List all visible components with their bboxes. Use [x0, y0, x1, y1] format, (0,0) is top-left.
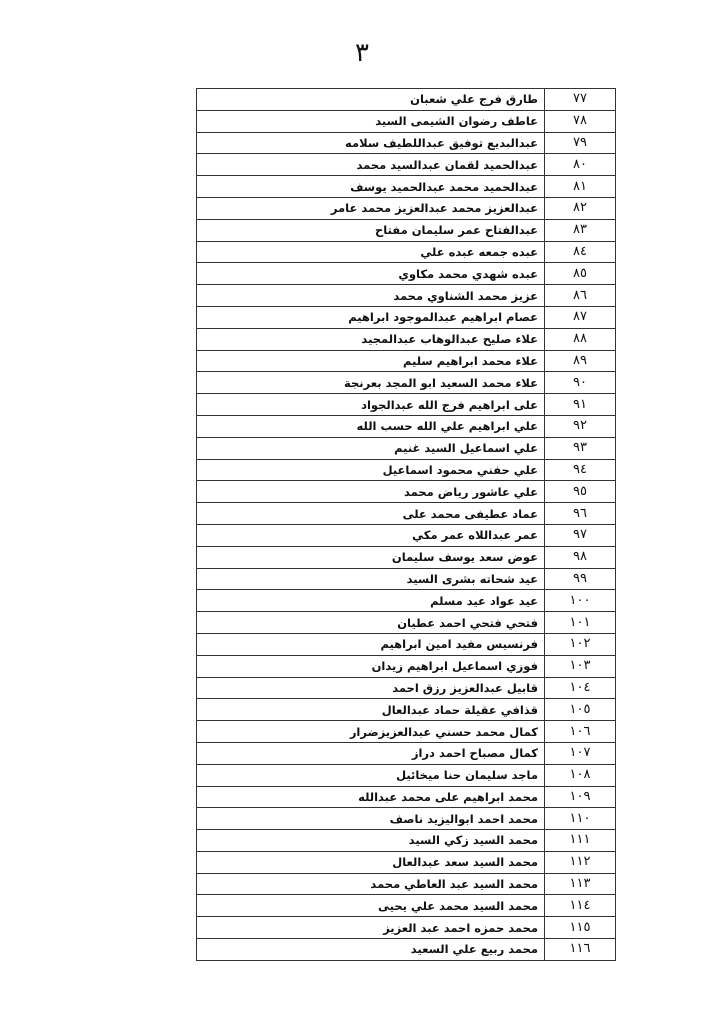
- table-row: [197, 830, 616, 852]
- table-row: [197, 372, 616, 394]
- table-row: [197, 590, 616, 612]
- table-row: [197, 568, 616, 590]
- row-name-cell: عبده شهدي محمد مكاوي: [197, 263, 545, 285]
- row-number-cell: ٨٥: [545, 263, 616, 285]
- table-row: [197, 219, 616, 241]
- row-number-cell: ٧٧: [545, 89, 616, 111]
- table-row: [197, 197, 616, 219]
- row-number-cell: ١١٦: [545, 939, 616, 961]
- row-number-cell: ١١٠: [545, 808, 616, 830]
- row-name-cell: على ابراهيم فرج الله عبدالجواد: [197, 394, 545, 416]
- row-number-cell: ٩٨: [545, 546, 616, 568]
- table-row: [197, 524, 616, 546]
- names-table-body: [197, 89, 616, 961]
- row-number-cell: ١٠٤: [545, 677, 616, 699]
- table-row: [197, 939, 616, 961]
- row-number-cell: ١٠٩: [545, 786, 616, 808]
- row-number-cell: ٨٧: [545, 306, 616, 328]
- row-name-cell: عوض سعد يوسف سليمان: [197, 546, 545, 568]
- row-number-cell: ٩٢: [545, 415, 616, 437]
- table-row: [197, 437, 616, 459]
- row-name-cell: علاء محمد السعيد ابو المجد بعرنجة: [197, 372, 545, 394]
- row-name-cell: عبدالفتاح عمر سليمان مفتاح: [197, 219, 545, 241]
- row-number-cell: ٨٣: [545, 219, 616, 241]
- row-name-cell: محمد احمد ابواليزيد ناصف: [197, 808, 545, 830]
- table-row: [197, 677, 616, 699]
- table-row: [197, 328, 616, 350]
- row-name-cell: عماد عطيفى محمد على: [197, 503, 545, 525]
- row-number-cell: ١٠٣: [545, 655, 616, 677]
- row-name-cell: عبدالعزيز محمد عبدالعزيز محمد عامر: [197, 197, 545, 219]
- row-name-cell: عيد عواد عيد مسلم: [197, 590, 545, 612]
- row-name-cell: عبدالحميد لقمان عبدالسيد محمد: [197, 154, 545, 176]
- row-name-cell: عبده جمعه عبده علي: [197, 241, 545, 263]
- table-row: [197, 612, 616, 634]
- table-row: [197, 285, 616, 307]
- row-name-cell: كمال محمد حسني عبدالعزيزضرار: [197, 721, 545, 743]
- row-name-cell: محمد السيد سعد عبدالعال: [197, 851, 545, 873]
- table-row: [197, 808, 616, 830]
- table-row: [197, 481, 616, 503]
- row-name-cell: عبدالحميد محمد عبدالحميد يوسف: [197, 176, 545, 198]
- row-name-cell: ماجد سليمان حنا ميخائيل: [197, 764, 545, 786]
- row-name-cell: محمد حمزه احمد عبد العزيز: [197, 917, 545, 939]
- row-number-cell: ١٠٠: [545, 590, 616, 612]
- page-number: ٣: [355, 38, 369, 68]
- table-row: [197, 786, 616, 808]
- row-number-cell: ٧٨: [545, 110, 616, 132]
- table-row: [197, 633, 616, 655]
- row-number-cell: ٨٠: [545, 154, 616, 176]
- table-row: [197, 895, 616, 917]
- row-name-cell: فتحي فتحي احمد عطيان: [197, 612, 545, 634]
- table-row: [197, 176, 616, 198]
- table-row: [197, 132, 616, 154]
- table-row: [197, 699, 616, 721]
- table-row: [197, 415, 616, 437]
- row-number-cell: ١١١: [545, 830, 616, 852]
- row-number-cell: ٨٨: [545, 328, 616, 350]
- row-name-cell: علي حفني محمود اسماعيل: [197, 459, 545, 481]
- row-number-cell: ١٠٧: [545, 742, 616, 764]
- row-name-cell: فرنسيس مفيد امين ابراهيم: [197, 633, 545, 655]
- table-row: [197, 503, 616, 525]
- row-number-cell: ٨٤: [545, 241, 616, 263]
- row-number-cell: ٩٦: [545, 503, 616, 525]
- row-number-cell: ١٠٢: [545, 633, 616, 655]
- names-table: [196, 88, 616, 961]
- table-row: [197, 110, 616, 132]
- row-number-cell: ١٠٨: [545, 764, 616, 786]
- table-row: [197, 306, 616, 328]
- table-row: [197, 459, 616, 481]
- row-name-cell: محمد السيد عبد العاطي محمد: [197, 873, 545, 895]
- table-row: [197, 89, 616, 111]
- row-number-cell: ١١٥: [545, 917, 616, 939]
- row-number-cell: ٩٣: [545, 437, 616, 459]
- row-name-cell: محمد السيد محمد علي يحيى: [197, 895, 545, 917]
- row-name-cell: علاء محمد ابراهيم سليم: [197, 350, 545, 372]
- row-number-cell: ١١٢: [545, 851, 616, 873]
- row-name-cell: علي عاشور رياض محمد: [197, 481, 545, 503]
- row-number-cell: ٨٢: [545, 197, 616, 219]
- row-name-cell: عبدالبديع توفيق عبداللطيف سلامه: [197, 132, 545, 154]
- row-number-cell: ٩٩: [545, 568, 616, 590]
- row-name-cell: محمد السيد زكي السيد: [197, 830, 545, 852]
- table-row: [197, 721, 616, 743]
- row-number-cell: ١١٤: [545, 895, 616, 917]
- row-number-cell: ٨٩: [545, 350, 616, 372]
- table-row: [197, 154, 616, 176]
- table-row: [197, 394, 616, 416]
- row-name-cell: عاطف رضوان الشيمى السيد: [197, 110, 545, 132]
- row-number-cell: ٨١: [545, 176, 616, 198]
- table-row: [197, 546, 616, 568]
- row-name-cell: عيد شحاته بشرى السيد: [197, 568, 545, 590]
- row-number-cell: ١١٣: [545, 873, 616, 895]
- row-name-cell: عمر عبداللاه عمر مكي: [197, 524, 545, 546]
- table-row: [197, 764, 616, 786]
- row-number-cell: ٧٩: [545, 132, 616, 154]
- row-number-cell: ٩٤: [545, 459, 616, 481]
- row-name-cell: قابيل عبدالعزيز رزق احمد: [197, 677, 545, 699]
- table-row: [197, 655, 616, 677]
- row-name-cell: علي ابراهيم علي الله حسب الله: [197, 415, 545, 437]
- row-name-cell: علي اسماعيل السيد غنيم: [197, 437, 545, 459]
- row-name-cell: قذافي عقيلة حماد عبدالعال: [197, 699, 545, 721]
- row-number-cell: ١٠٥: [545, 699, 616, 721]
- row-name-cell: فوزي اسماعيل ابراهيم زيدان: [197, 655, 545, 677]
- row-number-cell: ٩٠: [545, 372, 616, 394]
- table-row: [197, 350, 616, 372]
- row-number-cell: ٨٦: [545, 285, 616, 307]
- row-number-cell: ٩٧: [545, 524, 616, 546]
- table-row: [197, 742, 616, 764]
- row-number-cell: ٩٥: [545, 481, 616, 503]
- row-name-cell: طارق فرج علي شعبان: [197, 89, 545, 111]
- row-number-cell: ١٠١: [545, 612, 616, 634]
- row-name-cell: علاء صليح عبدالوهاب عبدالمجيد: [197, 328, 545, 350]
- row-name-cell: كمال مصباح احمد دراز: [197, 742, 545, 764]
- row-name-cell: محمد ربيع علي السعيد: [197, 939, 545, 961]
- row-name-cell: عصام ابراهيم عبدالموجود ابراهيم: [197, 306, 545, 328]
- table-row: [197, 241, 616, 263]
- table-row: [197, 917, 616, 939]
- table-row: [197, 873, 616, 895]
- table-row: [197, 851, 616, 873]
- row-number-cell: ٩١: [545, 394, 616, 416]
- table-row: [197, 263, 616, 285]
- row-name-cell: محمد ابراهيم على محمد عبدالله: [197, 786, 545, 808]
- row-name-cell: عزيز محمد الشناوي محمد: [197, 285, 545, 307]
- row-number-cell: ١٠٦: [545, 721, 616, 743]
